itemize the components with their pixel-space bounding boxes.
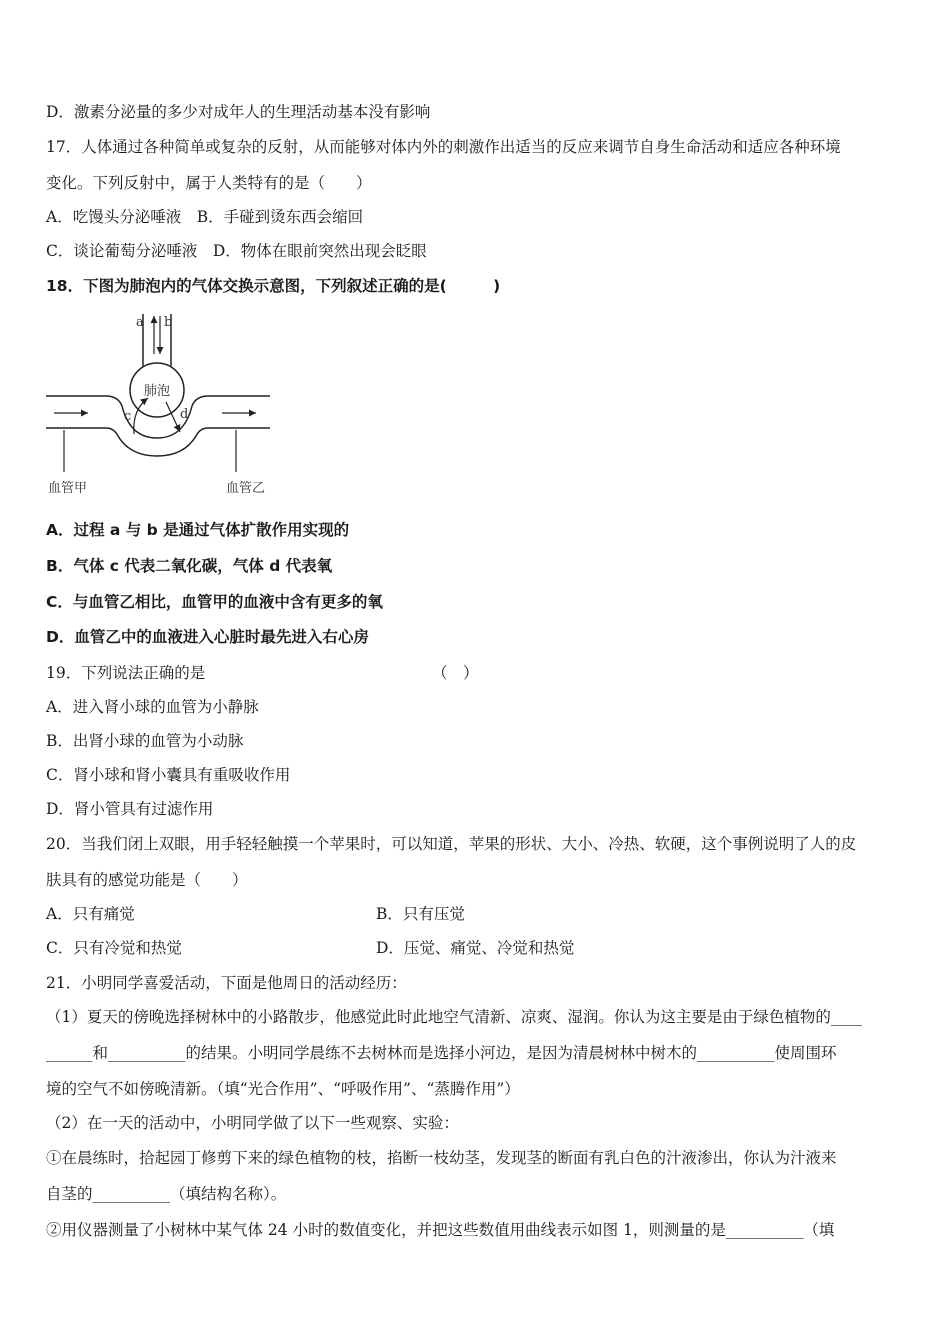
q17-options-cd: C．谈论葡萄分泌唾液 D．物体在眼前突然出现会眨眼 xyxy=(46,242,427,260)
q21-part2-line-1: （2）在一天的活动中，小明同学做了以下一些观察、实验： xyxy=(46,1114,459,1132)
q17-stem-line-1: 17．人体通过各种简单或复杂的反射，从而能够对体内外的刺激作出适当的反应来调节自身生命活动和适应各种环境 xyxy=(46,138,841,156)
label-d: d xyxy=(180,407,189,422)
q21-part2-item1-line-1: ①在晨练时，拾起园丁修剪下来的绿色植物的枝，掐断一枝幼茎，发现茎的断面有乳白色的汁液渗出，你认为汁液来 xyxy=(46,1149,837,1167)
q20-stem-line-1: 20．当我们闭上双眼，用手轻轻触摸一个苹果时，可以知道，苹果的形状、大小、冷热、软硬，这个事例说明了人的皮 xyxy=(46,835,857,853)
q21-part1-line-3: 境的空气不如傍晚清新。（填“光合作用”、“呼吸作用”、“蒸腾作用”） xyxy=(46,1080,520,1098)
q21-part2-item2-line-1: ②用仪器测量了小树林中某气体 24 小时的数值变化，并把这些数值用曲线表示如图 1，则测量的是__________（填 xyxy=(46,1221,835,1239)
q16-option-d: D．激素分泌量的多少对成年人的生理活动基本没有影响 xyxy=(46,103,431,121)
label-a: a xyxy=(136,315,144,330)
q19-option-d: D．肾小管具有过滤作用 xyxy=(46,800,214,818)
q19-option-b: B．出肾小球的血管为小动脉 xyxy=(46,732,244,750)
label-c: c xyxy=(124,409,132,424)
q18-option-c: C．与血管乙相比，血管甲的血液中含有更多的氧 xyxy=(46,593,383,611)
q21-part2-item1-line-2: 自茎的__________（填结构名称）。 xyxy=(46,1185,287,1203)
q20-option-a: A．只有痛觉 xyxy=(46,905,135,923)
q19-stem: 19．下列说法正确的是 xyxy=(46,664,206,682)
q17-stem-line-2: 变化。下列反射中，属于人类特有的是（ ） xyxy=(46,174,372,192)
q18-option-a: A．过程 a 与 b 是通过气体扩散作用实现的 xyxy=(46,521,350,539)
q19-option-c: C．肾小球和肾小囊具有重吸收作用 xyxy=(46,766,291,784)
q18-option-b: B．气体 c 代表二氧化碳，气体 d 代表氧 xyxy=(46,557,333,575)
q20-option-b: B．只有压觉 xyxy=(376,905,465,923)
q17-options-ab: A．吃馒头分泌唾液 B．手碰到烫东西会缩回 xyxy=(46,208,364,226)
q19-answer-bracket: （ ） xyxy=(432,664,479,682)
q18-stem: 18．下图为肺泡内的气体交换示意图，下列叙述正确的是( ) xyxy=(46,277,501,295)
q21-part1-line-2: ______和__________的结果。小明同学晨练不去树林而是选择小河边，是因为清晨树林中树木的__________使周围环 xyxy=(46,1044,837,1062)
vessel-jia-label: 血管甲 xyxy=(48,481,88,496)
q19-option-a: A．进入肾小球的血管为小静脉 xyxy=(46,698,259,716)
label-b: b xyxy=(164,315,173,330)
alveolus-label: 肺泡 xyxy=(144,384,171,399)
q21-part1-line-1: （1）夏天的傍晚选择树林中的小路散步，他感觉此时此地空气清新、凉爽、湿润。你认为这主要是由于绿色植物的____ xyxy=(46,1008,862,1026)
q21-stem: 21．小明同学喜爱活动，下面是他周日的活动经历： xyxy=(46,974,407,992)
q20-option-d: D．压觉、痛觉、冷觉和热觉 xyxy=(376,939,575,957)
vessel-yi-label: 血管乙 xyxy=(226,481,266,496)
q20-stem-line-2: 肤具有的感觉功能是（ ） xyxy=(46,871,248,889)
alveolus-diagram xyxy=(44,306,274,502)
q18-option-d: D．血管乙中的血液进入心脏时最先进入右心房 xyxy=(46,628,369,646)
alveolus-gas-exchange-figure xyxy=(44,306,274,502)
arrow-c xyxy=(134,398,148,434)
q20-option-c: C．只有冷觉和热觉 xyxy=(46,939,182,957)
